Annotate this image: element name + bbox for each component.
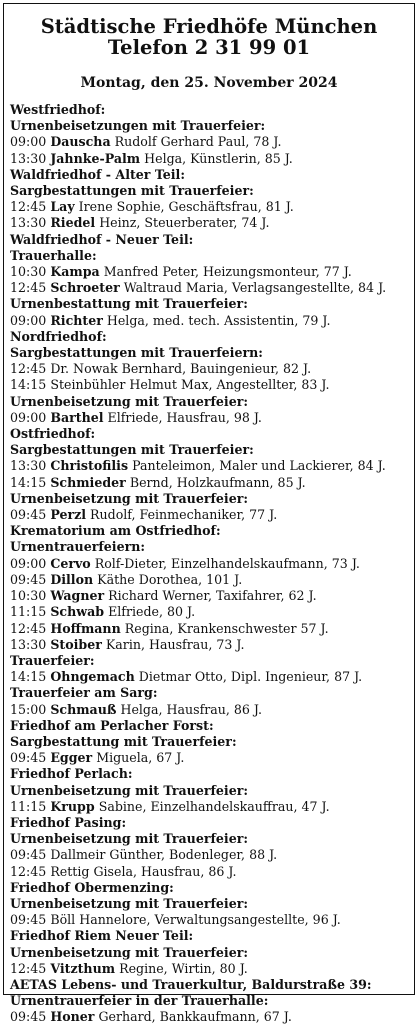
entry-time: 12:45 bbox=[10, 280, 47, 296]
entry-details: Dr. Nowak Bernhard, Bauingenieur, 82 J. bbox=[50, 361, 312, 377]
entry-details: Käthe Dorothea, 101 J. bbox=[97, 571, 243, 587]
entry-time: 09:45 bbox=[10, 507, 47, 523]
entry-details: Richard Werner, Taxifahrer, 62 J. bbox=[108, 588, 317, 604]
entry-surname: Jahnke-Palm bbox=[50, 150, 141, 166]
entry-time: 15:00 bbox=[10, 701, 47, 717]
cemetery-heading: Friedhof Pasing: bbox=[10, 814, 127, 830]
entry-surname: Lay bbox=[50, 199, 75, 215]
entry-surname: Christofilis bbox=[50, 458, 129, 474]
entry-surname: Krupp bbox=[50, 798, 95, 814]
entry-time: 09:45 bbox=[10, 847, 47, 863]
ceremony-type-heading: Sargbestattungen mit Trauerfeier: bbox=[10, 183, 254, 199]
funeral-entry bbox=[10, 588, 408, 604]
funeral-entry bbox=[10, 637, 408, 653]
cemetery-heading: AETAS Lebens- und Trauerkultur, Baldurstraße 39: bbox=[10, 976, 372, 992]
entry-details: Dietmar Otto, Dipl. Ingenieur, 87 J. bbox=[138, 669, 363, 685]
entry-details: Rettig Gisela, Hausfrau, 86 J. bbox=[50, 863, 237, 879]
entry-time: 12:45 bbox=[10, 620, 47, 636]
funeral-entry bbox=[10, 847, 408, 863]
funeral-entry bbox=[10, 572, 408, 588]
funeral-entry bbox=[10, 604, 408, 620]
ceremony-type-heading: Sargbestattung mit Trauerfeier: bbox=[10, 733, 237, 749]
entry-details: Helga, med. tech. Assistentin, 79 J. bbox=[106, 312, 331, 328]
funeral-entry bbox=[10, 280, 408, 296]
entry-surname: Schwab bbox=[50, 604, 105, 620]
entry-details: Elfriede, Hausfrau, 98 J. bbox=[107, 409, 262, 425]
cemetery-heading: Waldfriedhof - Neuer Teil: bbox=[10, 231, 194, 247]
entry-details: Dallmeir Günther, Bodenleger, 88 J. bbox=[50, 847, 278, 863]
funeral-entry bbox=[10, 151, 408, 167]
funeral-listing bbox=[4, 102, 414, 1026]
cemetery-heading: Friedhof am Perlacher Forst: bbox=[10, 717, 214, 733]
entry-details: Helga, Künstlerin, 85 J. bbox=[144, 150, 293, 166]
ceremony-type-heading: Urnenbeisetzung mit Trauerfeier: bbox=[10, 782, 248, 798]
entry-details: Manfred Peter, Heizungsmonteur, 77 J. bbox=[103, 264, 352, 280]
ceremony-type-heading: Urnenbestattung mit Trauerfeier: bbox=[10, 296, 248, 312]
entry-time: 13:30 bbox=[10, 215, 47, 231]
funeral-entry bbox=[10, 621, 408, 637]
funeral-entry bbox=[10, 458, 408, 474]
entry-time: 13:30 bbox=[10, 150, 47, 166]
funeral-entry bbox=[10, 215, 408, 231]
entry-time: 12:45 bbox=[10, 960, 47, 976]
cemetery-heading: Westfriedhof: bbox=[10, 102, 106, 117]
ceremony-type-heading: Urnentrauerfeiern: bbox=[10, 539, 146, 555]
entry-time: 09:45 bbox=[10, 750, 47, 766]
ceremony-type-heading: Urnenbeisetzung mit Trauerfeier: bbox=[10, 393, 248, 409]
funeral-entry bbox=[10, 864, 408, 880]
entry-details: Heinz, Steuerberater, 74 J. bbox=[99, 215, 270, 231]
funeral-entry bbox=[10, 961, 408, 977]
funeral-entry bbox=[10, 702, 408, 718]
ceremony-type-heading: Sargbestattungen mit Trauerfeier: bbox=[10, 442, 254, 458]
entry-details: Miguela, 67 J. bbox=[96, 750, 185, 766]
entry-surname: Schroeter bbox=[50, 280, 120, 296]
entry-details: Helga, Hausfrau, 86 J. bbox=[120, 701, 262, 717]
entry-time: 09:45 bbox=[10, 1009, 47, 1025]
entry-details: Regina, Krankenschwester 57 J. bbox=[124, 620, 329, 636]
funeral-entry bbox=[10, 361, 408, 377]
entry-surname: Hoffmann bbox=[50, 620, 121, 636]
ceremony-type-heading: Urnenbeisetzung mit Trauerfeier: bbox=[10, 944, 248, 960]
entry-time: 09:45 bbox=[10, 571, 47, 587]
entry-surname: Ohngemach bbox=[50, 669, 135, 685]
entry-surname: Richter bbox=[50, 312, 103, 328]
cemetery-heading: Waldfriedhof - Alter Teil: bbox=[10, 166, 185, 182]
obituary-notice-frame bbox=[3, 3, 415, 1025]
entry-time: 14:15 bbox=[10, 474, 47, 490]
ceremony-type-heading: Urnenbeisetzung mit Trauerfeier: bbox=[10, 490, 248, 506]
ceremony-type-heading: Urnenbeisetzungen mit Trauerfeier: bbox=[10, 118, 266, 134]
ceremony-type-heading: Trauerfeier am Sarg: bbox=[10, 685, 158, 701]
entry-surname: Vitzthum bbox=[50, 960, 116, 976]
funeral-entry bbox=[10, 556, 408, 572]
entry-time: 13:30 bbox=[10, 636, 47, 652]
cemetery-heading: Friedhof Riem Neuer Teil: bbox=[10, 928, 194, 944]
entry-details: Irene Sophie, Geschäftsfrau, 81 J. bbox=[78, 199, 294, 215]
funeral-entry bbox=[10, 134, 408, 150]
notice-header bbox=[4, 16, 414, 58]
funeral-entry bbox=[10, 750, 408, 766]
entry-time: 10:30 bbox=[10, 264, 47, 280]
entry-details: Böll Hannelore, Verwaltungsangestellte, 96 J. bbox=[50, 912, 341, 928]
ceremony-type-heading: Trauerfeier: bbox=[10, 652, 95, 668]
entry-time: 11:15 bbox=[10, 604, 47, 620]
notice-date: Montag, den 25. November 2024 bbox=[80, 75, 338, 91]
entry-details: Gerhard, Bankkaufmann, 67 J. bbox=[98, 1009, 292, 1025]
entry-surname: Schmauß bbox=[50, 701, 117, 717]
entry-details: Steinbühler Helmut Max, Angestellter, 83 J. bbox=[50, 377, 330, 393]
entry-time: 09:45 bbox=[10, 912, 47, 928]
entry-time: 14:15 bbox=[10, 669, 47, 685]
entry-time: 09:00 bbox=[10, 409, 47, 425]
funeral-entry bbox=[10, 669, 408, 685]
entry-surname: Dauscha bbox=[50, 134, 111, 150]
entry-details: Karin, Hausfrau, 73 J. bbox=[105, 636, 245, 652]
entry-details: Waltraud Maria, Verlagsangestellte, 84 J. bbox=[123, 280, 387, 296]
funeral-entry bbox=[10, 410, 408, 426]
entry-details: Elfriede, 80 J. bbox=[108, 604, 196, 620]
ceremony-type-heading: Urnenbeisetzung mit Trauerfeier: bbox=[10, 895, 248, 911]
entry-surname: Egger bbox=[50, 750, 93, 766]
funeral-entry bbox=[10, 507, 408, 523]
entry-details: Rudolf, Feinmechaniker, 77 J. bbox=[90, 507, 278, 523]
entry-surname: Riedel bbox=[50, 215, 96, 231]
ceremony-type-heading: Urnenbeisetzung mit Trauerfeier: bbox=[10, 831, 248, 847]
ceremony-type-heading: Sargbestattungen mit Trauerfeiern: bbox=[10, 345, 263, 361]
entry-time: 12:45 bbox=[10, 199, 47, 215]
cemetery-heading: Krematorium am Ostfriedhof: bbox=[10, 523, 221, 539]
funeral-entry bbox=[10, 199, 408, 215]
entry-details: Panteleimon, Maler und Lackierer, 84 J. bbox=[132, 458, 386, 474]
entry-time: 11:15 bbox=[10, 798, 47, 814]
entry-surname: Kampa bbox=[50, 264, 100, 280]
funeral-entry bbox=[10, 912, 408, 928]
entry-details: Bernd, Holzkaufmann, 85 J. bbox=[129, 474, 306, 490]
ceremony-type-heading: Urnentrauerfeier in der Trauerhalle: bbox=[10, 993, 269, 1009]
entry-time: 12:45 bbox=[10, 361, 47, 377]
entry-time: 10:30 bbox=[10, 588, 47, 604]
entry-time: 14:15 bbox=[10, 377, 47, 393]
funeral-entry bbox=[10, 264, 408, 280]
entry-time: 09:00 bbox=[10, 555, 47, 571]
entry-details: Rolf-Dieter, Einzelhandelskaufmann, 73 J. bbox=[94, 555, 360, 571]
funeral-entry bbox=[10, 1009, 408, 1025]
entry-surname: Wagner bbox=[50, 588, 105, 604]
entry-time: 13:30 bbox=[10, 458, 47, 474]
entry-surname: Schmieder bbox=[50, 474, 126, 490]
entry-surname: Honer bbox=[50, 1009, 95, 1025]
entry-surname: Dillon bbox=[50, 571, 94, 587]
funeral-entry bbox=[10, 313, 408, 329]
notice-title: Städtische Friedhöfe München bbox=[40, 15, 378, 38]
entry-surname: Perzl bbox=[50, 507, 87, 523]
entry-details: Regine, Wirtin, 80 J. bbox=[119, 960, 248, 976]
entry-time: 12:45 bbox=[10, 863, 47, 879]
entry-surname: Barthel bbox=[50, 409, 104, 425]
ceremony-type-heading: Trauerhalle: bbox=[10, 247, 97, 263]
cemetery-heading: Ostfriedhof: bbox=[10, 426, 96, 442]
cemetery-heading: Nordfriedhof: bbox=[10, 328, 107, 344]
entry-surname: Cervo bbox=[50, 555, 91, 571]
funeral-entry bbox=[10, 799, 408, 815]
entry-surname: Stoiber bbox=[50, 636, 102, 652]
funeral-entry bbox=[10, 377, 408, 393]
entry-time: 09:00 bbox=[10, 312, 47, 328]
entry-details: Rudolf Gerhard Paul, 78 J. bbox=[114, 134, 282, 150]
entry-time: 09:00 bbox=[10, 134, 47, 150]
cemetery-heading: Friedhof Obermenzing: bbox=[10, 879, 174, 895]
cemetery-heading: Friedhof Perlach: bbox=[10, 766, 133, 782]
funeral-entry bbox=[10, 475, 408, 491]
entry-details: Sabine, Einzelhandelskauffrau, 47 J. bbox=[98, 798, 330, 814]
phone-number: Telefon 2 31 99 01 bbox=[107, 36, 311, 59]
